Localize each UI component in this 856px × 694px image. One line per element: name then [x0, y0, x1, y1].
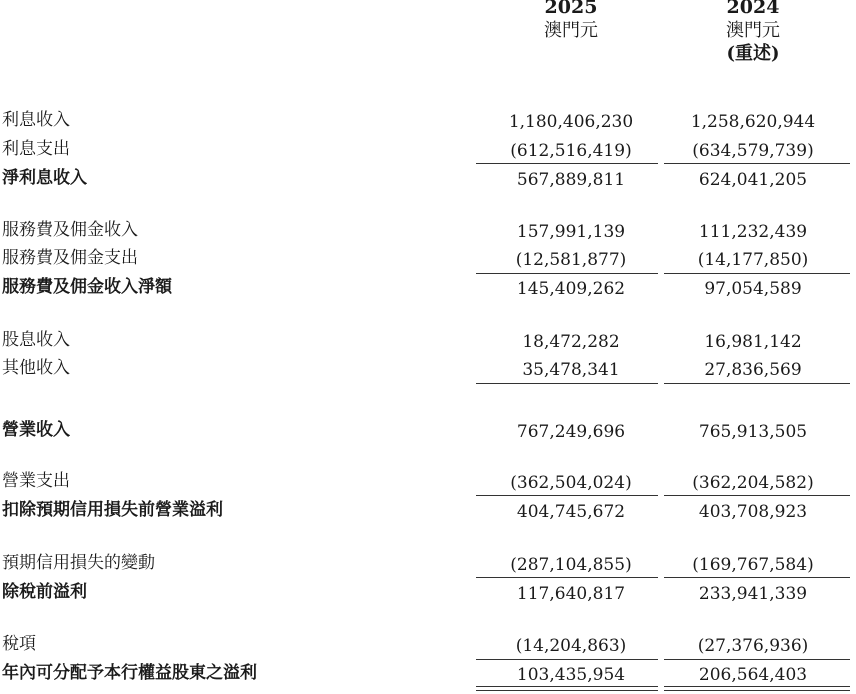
row-label: 淨利息收入	[2, 168, 87, 188]
subtotal-underline	[664, 659, 850, 660]
table-row	[0, 246, 856, 270]
row-label: 股息收入	[2, 330, 70, 350]
value-2025: 404,745,672	[516, 502, 626, 522]
subtotal-underline	[476, 273, 658, 274]
restated-note: (重述)	[726, 43, 780, 64]
value-2024: (169,767,584)	[692, 555, 814, 575]
row-label: 服務費及佣金收入淨額	[2, 277, 172, 297]
row-label: 其他收入	[2, 358, 70, 378]
value-2025: 567,889,811	[516, 170, 626, 190]
value-2025: (612,516,419)	[510, 141, 632, 161]
value-2025: 767,249,696	[516, 422, 626, 442]
table-row	[0, 632, 856, 656]
value-2024: 403,708,923	[698, 502, 808, 522]
subtotal-underline	[476, 495, 658, 496]
total-double-underline	[664, 686, 850, 691]
subtotal-underline	[476, 383, 658, 384]
value-2025: 18,472,282	[522, 332, 620, 352]
column-header-2025	[496, 0, 646, 42]
row-label: 營業支出	[2, 471, 70, 491]
table-row	[0, 498, 856, 522]
value-2024: (27,376,936)	[697, 636, 809, 656]
subtotal-underline	[476, 659, 658, 660]
value-2025: (12,581,877)	[515, 250, 627, 270]
value-2024: 97,054,589	[704, 279, 802, 299]
table-row	[0, 356, 856, 380]
table-row	[0, 551, 856, 575]
value-2024: 206,564,403	[698, 665, 808, 685]
value-2025: 35,478,341	[522, 360, 620, 380]
value-2025: 103,435,954	[516, 665, 626, 685]
table-row	[0, 218, 856, 242]
subtotal-underline	[476, 163, 658, 164]
table-row	[0, 328, 856, 352]
value-2024: 111,232,439	[698, 222, 808, 242]
value-2025: (287,104,855)	[510, 555, 632, 575]
subtotal-underline	[664, 577, 850, 578]
value-2025: 1,180,406,230	[508, 112, 634, 132]
table-row	[0, 137, 856, 161]
row-label: 服務費及佣金支出	[2, 248, 138, 268]
value-2024: (634,579,739)	[692, 141, 814, 161]
row-label: 年內可分配予本行權益股東之溢利	[2, 663, 257, 683]
year-2024: 2024	[726, 0, 780, 18]
value-2024: 16,981,142	[704, 332, 802, 352]
currency-2025: 澳門元	[544, 20, 598, 41]
row-label: 扣除預期信用損失前營業溢利	[2, 500, 223, 520]
value-2025: (14,204,863)	[515, 636, 627, 656]
row-label: 除稅前溢利	[2, 582, 87, 602]
year-2025: 2025	[544, 0, 598, 18]
column-header-2024	[678, 0, 828, 65]
row-label: 稅項	[2, 634, 36, 654]
table-row	[0, 108, 856, 132]
row-label: 預期信用損失的變動	[2, 553, 155, 573]
row-label: 服務費及佣金收入	[2, 220, 138, 240]
row-label: 利息收入	[2, 110, 70, 130]
table-row	[0, 580, 856, 604]
value-2025: 145,409,262	[516, 279, 626, 299]
table-row	[0, 166, 856, 190]
value-2024: (362,204,582)	[692, 473, 814, 493]
value-2024: 765,913,505	[698, 422, 808, 442]
subtotal-underline	[664, 163, 850, 164]
currency-2024: 澳門元	[726, 20, 780, 41]
subtotal-underline	[476, 577, 658, 578]
subtotal-underline	[664, 273, 850, 274]
value-2025: (362,504,024)	[510, 473, 632, 493]
table-row	[0, 418, 856, 442]
total-double-underline	[476, 686, 658, 691]
value-2024: 27,836,569	[704, 360, 802, 380]
value-2024: 233,941,339	[698, 584, 808, 604]
row-label: 利息支出	[2, 139, 70, 159]
table-row	[0, 275, 856, 299]
value-2024: (14,177,850)	[697, 250, 809, 270]
value-2025: 157,991,139	[516, 222, 626, 242]
table-row	[0, 661, 856, 685]
subtotal-underline	[664, 383, 850, 384]
value-2024: 1,258,620,944	[690, 112, 816, 132]
row-label: 營業收入	[2, 420, 70, 440]
value-2025: 117,640,817	[516, 584, 626, 604]
table-row	[0, 469, 856, 493]
value-2024: 624,041,205	[698, 170, 808, 190]
subtotal-underline	[664, 495, 850, 496]
